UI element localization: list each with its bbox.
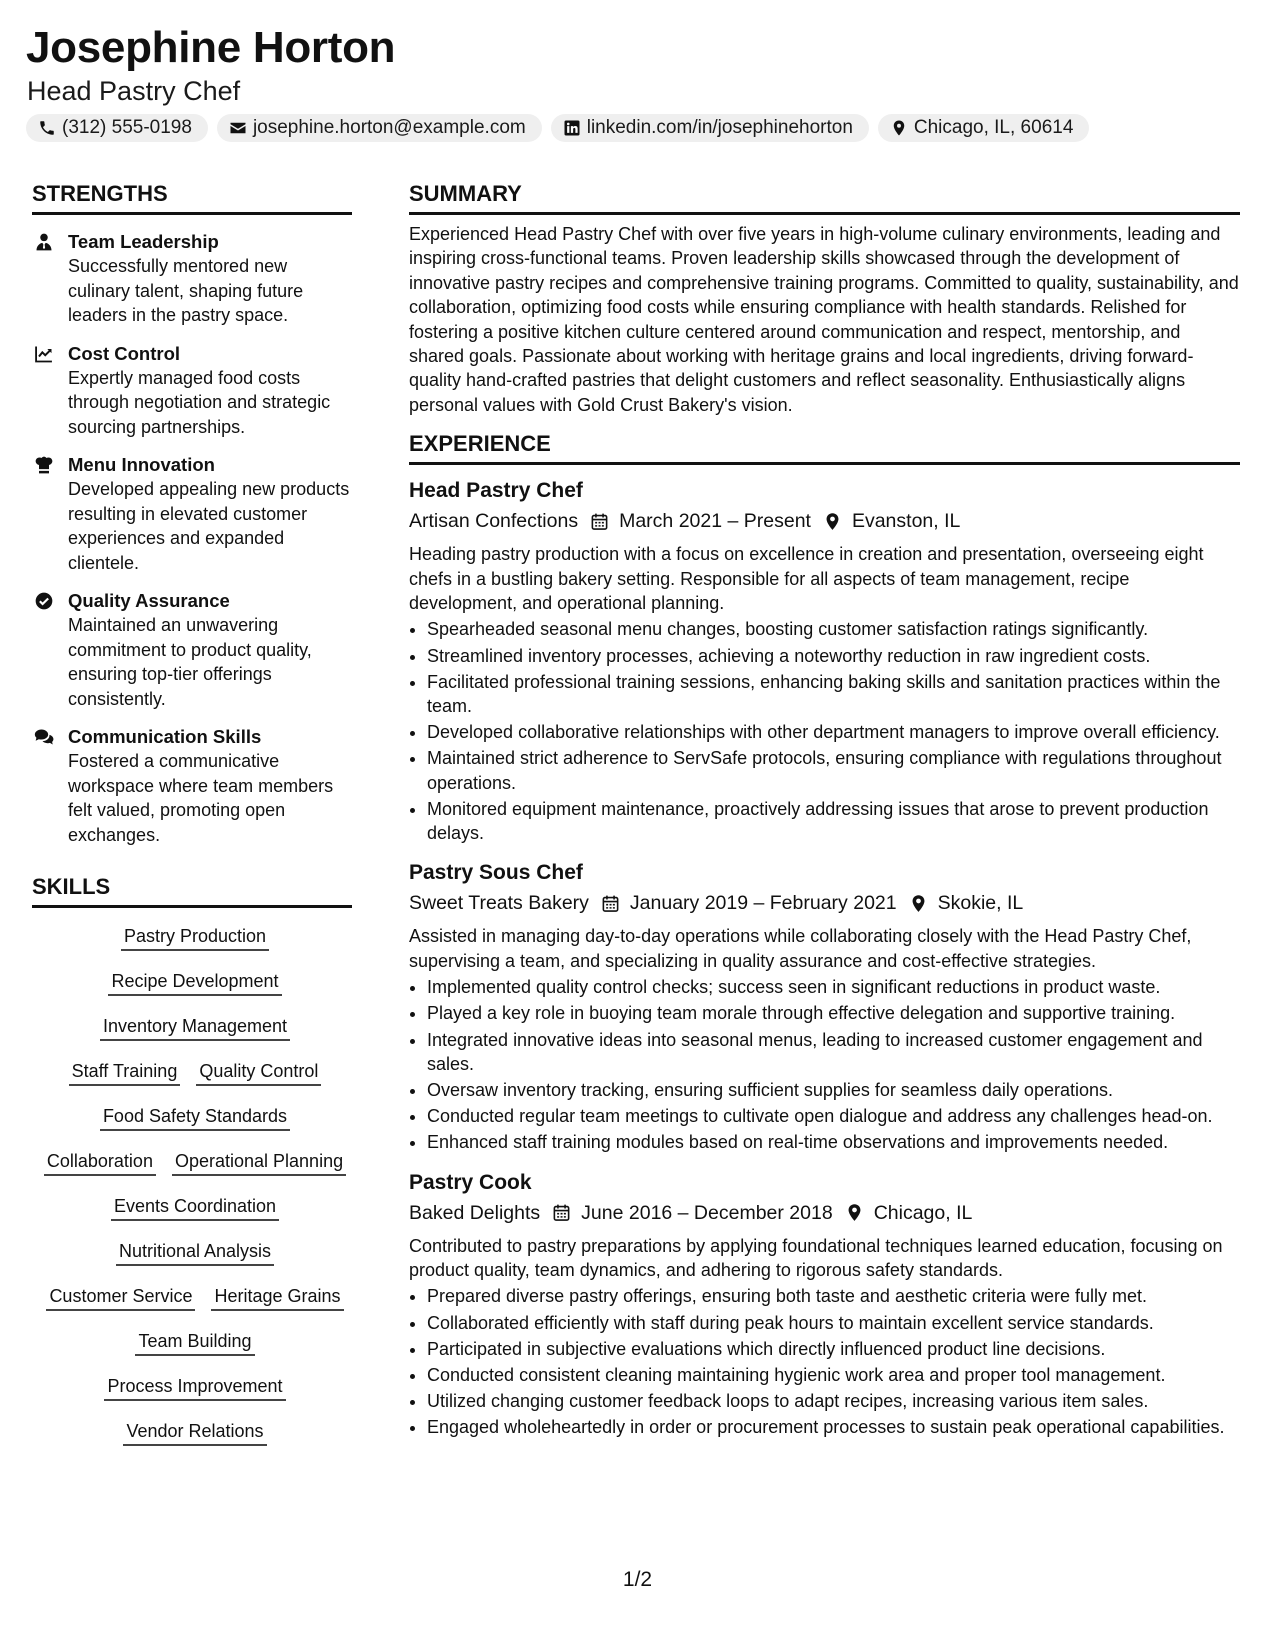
job-bullet: • Conducted regular team meetings to cultivate open dialogue and address any challenges head-on.	[427, 1104, 1240, 1128]
strength-desc: Expertly managed food costs through negotiation and strategic sourcing partnerships.	[68, 367, 331, 437]
skill-row	[32, 1149, 352, 1176]
job-bullets	[409, 1284, 1240, 1439]
skill-tag: Food Safety Standards	[100, 1104, 290, 1131]
job-title: Pastry Cook	[409, 1170, 532, 1194]
job-description: Contributed to pastry preparations by applying foundational techniques learned education, focusing on product quality, team dynamics, and adhering to rigorous safety standards.	[409, 1235, 1223, 1280]
calendar-icon	[590, 512, 609, 531]
job-location: Evanston, IL	[851, 510, 961, 533]
strength-desc: Fostered a communicative workspace where team members felt valued, promoting open exchanges.	[68, 751, 334, 845]
job-bullet: • Engaged wholeheartedly in order or procurement processes to sustain peak operational capabilities.	[427, 1415, 1240, 1439]
job-bullet: • Facilitated professional training sessions, enhancing baking skills and sanitation practices within the team.	[427, 670, 1240, 718]
strength-item	[32, 342, 352, 440]
skill-row	[32, 1014, 352, 1041]
skill-row	[32, 1419, 352, 1446]
candidate-role: Head Pastry Chef	[27, 76, 241, 106]
job-location: Skokie, IL	[937, 892, 1024, 915]
strength-item	[32, 589, 352, 711]
job-entry	[409, 859, 1240, 1154]
strength-title: Menu Innovation	[68, 454, 215, 475]
skill-tag: Inventory Management	[100, 1014, 290, 1041]
skill-row	[32, 969, 352, 996]
job-description: Assisted in managing day-to-day operations while collaborating closely with the Head Pastry Chef, supervising a team, and specializing in quality assurance and cost-effective strategies.	[409, 926, 1192, 971]
strength-desc: Successfully mentored new culinary talent, shaping future leaders in the pastry space.	[68, 256, 304, 325]
strength-item	[32, 453, 352, 575]
contact-linkedin-text: linkedin.com/in/josephinehorton	[586, 117, 853, 138]
skill-tag: Staff Training	[69, 1059, 181, 1086]
skill-row	[32, 1284, 352, 1311]
contact-phone[interactable]	[26, 114, 208, 142]
job-location: Chicago, IL	[873, 1201, 973, 1224]
skill-tag: Collaboration	[44, 1149, 156, 1176]
skill-tag: Heritage Grains	[211, 1284, 343, 1311]
skills-heading: SKILLS	[32, 873, 352, 908]
skill-tag: Nutritional Analysis	[116, 1239, 274, 1266]
strength-desc: Developed appealing new products resulting in elevated customer experiences and expanded clientele.	[68, 479, 350, 573]
job-bullet: • Maintained strict adherence to ServSafe protocols, ensuring compliance with regulations throughout operations.	[427, 746, 1240, 794]
job-dates: June 2016 – December 2018	[581, 1201, 833, 1224]
skill-row	[32, 1329, 352, 1356]
calendar-icon	[601, 894, 620, 913]
job-company: Sweet Treats Bakery	[409, 892, 589, 915]
skills-section	[32, 873, 352, 1446]
strength-item	[32, 725, 352, 847]
candidate-name: Josephine Horton	[26, 23, 396, 72]
contact-email[interactable]	[217, 114, 542, 142]
skill-row	[32, 1239, 352, 1266]
skill-row	[32, 1374, 352, 1401]
strength-title: Team Leadership	[68, 231, 219, 252]
job-bullet: • Spearheaded seasonal menu changes, boosting customer satisfaction ratings significantly.	[427, 617, 1240, 641]
job-bullet: • Oversaw inventory tracking, ensuring sufficient supplies for seamless daily operations.	[427, 1078, 1240, 1102]
strength-desc: Maintained an unwavering commitment to product quality, ensuring top-tier offerings consistently.	[68, 615, 312, 709]
skill-row	[32, 1194, 352, 1221]
contact-phone-text: (312) 555-0198	[62, 117, 192, 138]
job-bullet: • Integrated innovative ideas into seasonal menus, leading to increased customer engagement and sales.	[427, 1028, 1240, 1076]
summary-section	[409, 180, 1240, 417]
strength-title: Quality Assurance	[68, 590, 230, 611]
skill-row	[32, 1104, 352, 1131]
skill-tag: Operational Planning	[172, 1149, 346, 1176]
contact-linkedin[interactable]	[551, 114, 869, 142]
phone-icon	[38, 119, 56, 137]
job-bullet: • Enhanced staff training modules based on real-time observations and improvements needed.	[427, 1130, 1240, 1154]
location-pin-icon	[890, 119, 908, 137]
job-bullet: • Collaborated efficiently with staff during peak hours to maintain excellent service standards.	[427, 1311, 1240, 1335]
strength-title: Communication Skills	[68, 726, 262, 747]
calendar-icon	[552, 1203, 571, 1222]
page-number: 1/2	[622, 1568, 653, 1591]
right-column	[409, 180, 1240, 1442]
summary-text: Experienced Head Pastry Chef with over five years in high-volume culinary environments, leading and inspiring cross-functional teams. Proven leadership skills showcased through the development of innovative pastry recipes and comprehensive training programs. Committed to quality, sustainability, and collaboration, optimizing food costs while ensuring compliance with health standards. Relished for fostering a positive kitchen culture centered around communication and respect, mentorship, and shared goals. Passionate about working with heritage grains and local ingredients, driving forward-quality hand-crafted pastries that delight customers and reflect seasonality. Enthusiastically aligns personal values with Gold Crust Bakery's vision.	[409, 224, 1239, 415]
job-company: Artisan Confections	[409, 510, 579, 533]
linkedin-icon	[563, 119, 581, 137]
strengths-heading: STRENGTHS	[32, 180, 352, 215]
skill-tag: Process Improvement	[104, 1374, 285, 1401]
chef-hat-icon	[34, 455, 54, 475]
job-bullet: • Implemented quality control checks; success seen in significant reductions in product waste.	[427, 975, 1240, 999]
job-title: Head Pastry Chef	[409, 479, 583, 503]
job-bullets	[409, 617, 1240, 845]
job-bullet: • Prepared diverse pastry offerings, ensuring both taste and aesthetic criteria were fully met.	[427, 1284, 1240, 1308]
skill-tag: Team Building	[135, 1329, 254, 1356]
job-bullet: • Played a key role in buoying team morale through effective delegation and supportive training.	[427, 1001, 1240, 1025]
skill-tag: Events Coordination	[111, 1194, 279, 1221]
skill-row	[32, 924, 352, 951]
contact-location	[878, 114, 1090, 142]
experience-heading: EXPERIENCE	[409, 430, 1240, 465]
skill-row	[32, 1059, 352, 1086]
skill-tag: Vendor Relations	[123, 1419, 266, 1446]
experience-section	[409, 430, 1240, 1439]
skill-tag: Recipe Development	[108, 969, 281, 996]
job-entry	[409, 477, 1240, 845]
comments-icon	[34, 727, 54, 747]
location-pin-icon	[909, 894, 928, 913]
envelope-icon	[229, 119, 247, 137]
job-title: Pastry Sous Chef	[409, 861, 583, 885]
job-bullet: • Monitored equipment maintenance, proactively addressing issues that arose to prevent production delays.	[427, 797, 1240, 845]
job-dates: January 2019 – February 2021	[629, 892, 897, 915]
job-dates: March 2021 – Present	[619, 510, 811, 533]
job-company: Baked Delights	[409, 1201, 541, 1224]
job-bullet: • Streamlined inventory processes, achieving a noteworthy reduction in raw ingredient costs.	[427, 644, 1240, 668]
contact-bar	[26, 114, 1089, 142]
strengths-section	[32, 180, 352, 847]
job-entry	[409, 1169, 1240, 1440]
check-circle-icon	[34, 591, 54, 611]
contact-email-text: josephine.horton@example.com	[252, 117, 526, 138]
job-bullet: • Conducted consistent cleaning maintaining hygienic work area and proper tool management.	[427, 1363, 1240, 1387]
job-meta	[409, 507, 1240, 535]
location-pin-icon	[845, 1203, 864, 1222]
summary-heading: SUMMARY	[409, 180, 1240, 215]
job-meta	[409, 889, 1240, 917]
location-pin-icon	[823, 512, 842, 531]
chart-line-icon	[34, 344, 54, 364]
job-description: Heading pastry production with a focus on excellence in creation and presentation, overseeing eight chefs in a bustling bakery setting. Responsible for all aspects of team management, recipe development, and operational planning.	[409, 544, 1204, 614]
left-column	[32, 180, 352, 1446]
job-bullet: • Developed collaborative relationships with other department managers to improve overall efficiency.	[427, 720, 1240, 744]
skill-tag: Customer Service	[46, 1284, 195, 1311]
job-meta	[409, 1199, 1240, 1227]
job-bullet: • Utilized changing customer feedback loops to adapt recipes, increasing various item sales.	[427, 1389, 1240, 1413]
skill-tag: Pastry Production	[121, 924, 269, 951]
job-bullets	[409, 975, 1240, 1154]
user-tie-icon	[34, 232, 54, 252]
skill-tag: Quality Control	[196, 1059, 321, 1086]
strength-item	[32, 230, 352, 328]
contact-location-text: Chicago, IL, 60614	[913, 117, 1074, 138]
job-bullet: • Participated in subjective evaluations which directly influenced product line decisions.	[427, 1337, 1240, 1361]
strength-title: Cost Control	[68, 342, 181, 364]
